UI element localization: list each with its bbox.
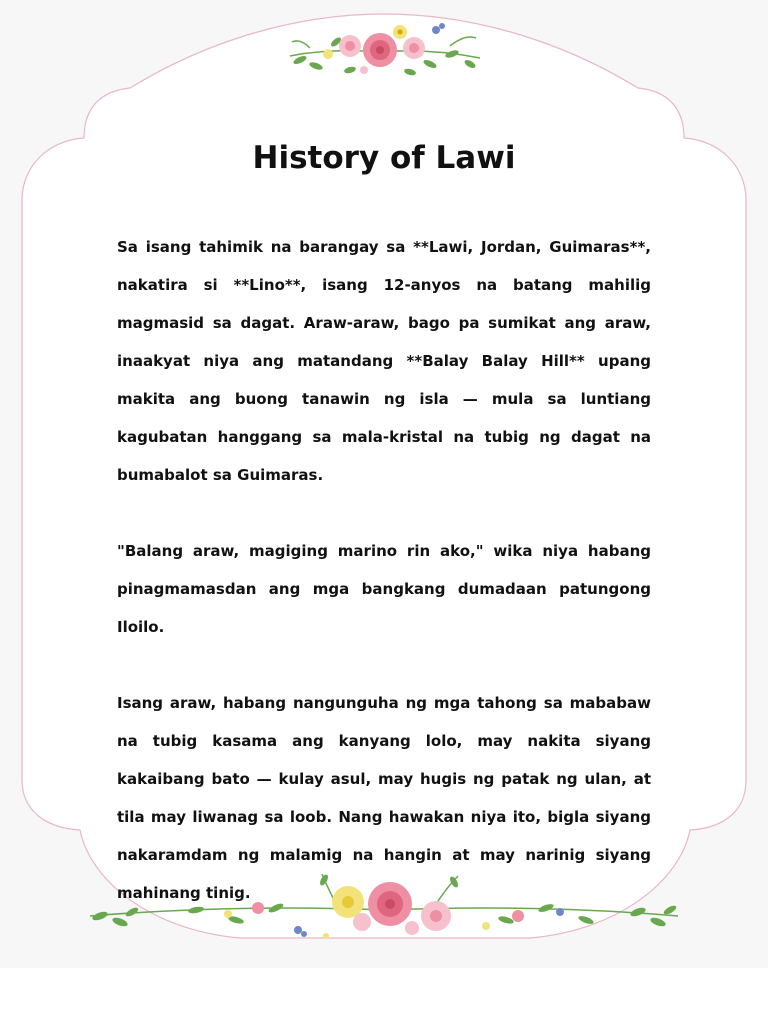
floral-garland-icon: [280, 18, 490, 82]
story-body: [117, 228, 651, 950]
paragraph-1: Sa isang tahimik na barangay sa **Lawi, Jordan, Guimaras**, nakatira si **Lino**, isang 12-anyos na batang mahilig magmasid sa dagat. Araw-araw, bago pa sumikat ang araw, inaakyat niya ang matandang **Balay Balay Hill** upang makita ang buong tanawin ng isla — mula sa luntiang kagubatan hanggang sa mala-kristal na tubig ng dagat na bumabalot sa Guimaras.: [117, 238, 651, 484]
paragraph-2: "Balang araw, magiging marino rin ako," wika niya habang pinagmamasdan ang mga bangkang dumadaan patungong Iloilo.: [117, 542, 651, 636]
page-title: History of Lawi: [252, 140, 516, 176]
floral-garland-icon: [86, 864, 682, 956]
paragraph-3: Isang araw, habang nangunguha ng mga tahong sa mababaw na tubig kasama ang kanyang lolo, may nakita siyang kakaibang bato — kulay asul, may hugis ng patak ng ulan, at tila may liwanag sa loob. Nang hawakan niya ito, bigla siyang nakaramdam ng malamig na hangin at may narinig siyang mahinang tinig.: [117, 694, 651, 902]
